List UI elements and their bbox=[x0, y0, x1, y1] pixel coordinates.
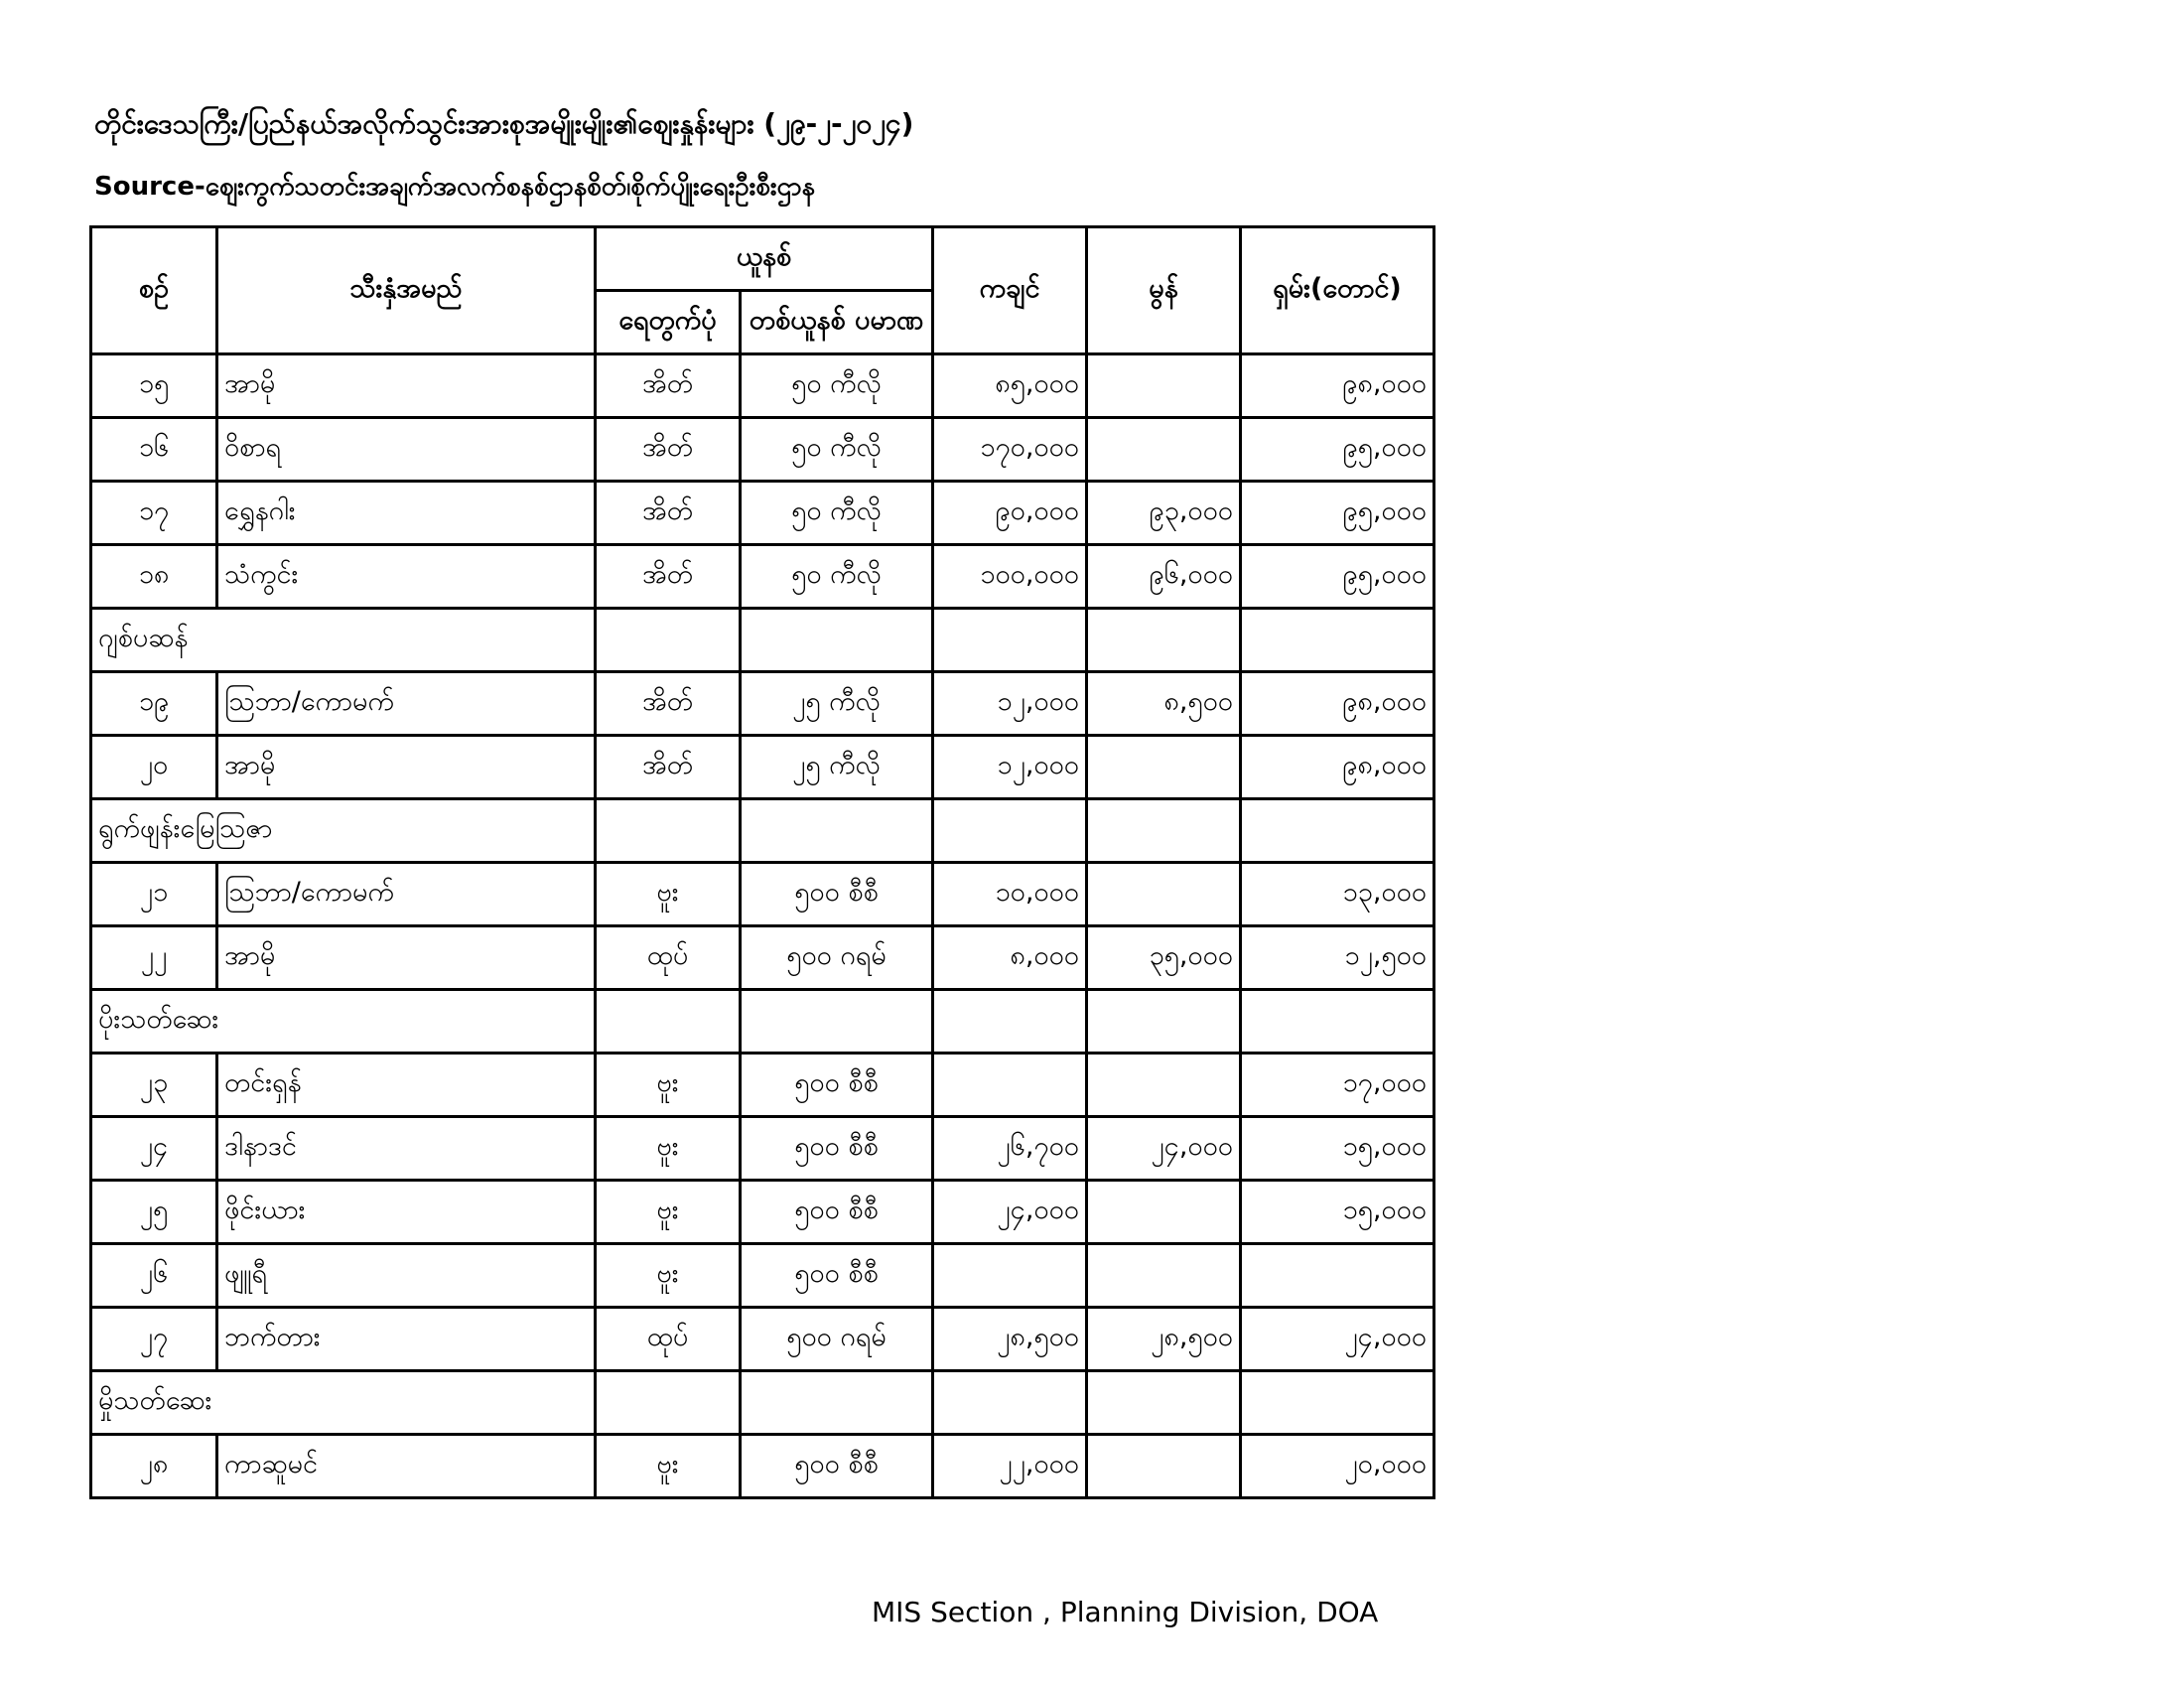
cell-no: ၂၂ bbox=[91, 926, 217, 990]
cell-no: ၂၅ bbox=[91, 1181, 217, 1244]
empty-cell bbox=[596, 609, 741, 672]
empty-cell bbox=[1087, 799, 1241, 863]
cell-amount: ၅၀၀ စီစီ bbox=[741, 1181, 933, 1244]
cell-no: ၂၇ bbox=[91, 1308, 217, 1371]
table-row bbox=[91, 1308, 1434, 1371]
cell-no: ၁၆ bbox=[91, 418, 217, 482]
cell-name: သံကွင်း bbox=[217, 545, 596, 609]
cell-shan: ၉၈,၀၀၀ bbox=[1241, 672, 1434, 736]
cell-no: ၂၆ bbox=[91, 1244, 217, 1308]
cell-kachin: ၂၈,၅၀၀ bbox=[933, 1308, 1087, 1371]
cell-no: ၁၇ bbox=[91, 482, 217, 545]
cell-mon bbox=[1087, 354, 1241, 418]
cell-mon: ၂၄,၀၀၀ bbox=[1087, 1117, 1241, 1181]
cell-mon: ၉၃,၀၀၀ bbox=[1087, 482, 1241, 545]
cell-kachin: ၁၀,၀၀၀ bbox=[933, 863, 1087, 926]
empty-cell bbox=[1241, 799, 1434, 863]
document-title: တိုင်းဒေသကြီး/ပြည်နယ်အလိုက်သွင်းအားစုအမျိုးမျိုး၏ဈေးနှုန်းများ (၂၉-၂-၂၀၂၄) bbox=[94, 107, 914, 140]
cell-no: ၂၀ bbox=[91, 736, 217, 799]
cell-kachin: ၂၄,၀၀၀ bbox=[933, 1181, 1087, 1244]
empty-cell bbox=[1087, 990, 1241, 1054]
cell-name: ကာဆူမင် bbox=[217, 1435, 596, 1498]
header-no: စဉ် bbox=[91, 227, 217, 354]
cell-mon bbox=[1087, 1435, 1241, 1498]
cell-kachin: ၁၂,၀၀၀ bbox=[933, 736, 1087, 799]
cell-kachin: ၈၅,၀၀၀ bbox=[933, 354, 1087, 418]
cell-mon: ၃၅,၀၀၀ bbox=[1087, 926, 1241, 990]
cell-shan: ၁၃,၀၀၀ bbox=[1241, 863, 1434, 926]
cell-mon bbox=[1087, 418, 1241, 482]
cell-name: အာမို bbox=[217, 926, 596, 990]
cell-kachin: ၁၇၀,၀၀၀ bbox=[933, 418, 1087, 482]
cell-kachin: ၂၆,၇၀၀ bbox=[933, 1117, 1087, 1181]
cell-mon bbox=[1087, 1054, 1241, 1117]
cell-shan: ၉၈,၀၀၀ bbox=[1241, 736, 1434, 799]
category-label: မှိုသတ်ဆေး bbox=[91, 1371, 596, 1435]
cell-no: ၁၈ bbox=[91, 545, 217, 609]
cell-amount: ၅၀ ကီလို bbox=[741, 545, 933, 609]
empty-cell bbox=[1087, 1371, 1241, 1435]
cell-amount: ၅၀၀ ဂရမ် bbox=[741, 926, 933, 990]
cell-amount: ၅၀၀ စီစီ bbox=[741, 1054, 933, 1117]
table-row bbox=[91, 1117, 1434, 1181]
cell-amount: ၅၀၀ စီစီ bbox=[741, 863, 933, 926]
cell-shan: ၂၄,၀၀၀ bbox=[1241, 1308, 1434, 1371]
cell-package: အိတ် bbox=[596, 354, 741, 418]
cell-shan: ၁၂,၅၀၀ bbox=[1241, 926, 1434, 990]
category-row bbox=[91, 799, 1434, 863]
cell-no: ၂၃ bbox=[91, 1054, 217, 1117]
category-label: ရွက်ဖျန်းမြေဩဇာ bbox=[91, 799, 596, 863]
cell-amount: ၅၀ ကီလို bbox=[741, 354, 933, 418]
cell-name: ဝိစာရ bbox=[217, 418, 596, 482]
cell-kachin: ၈,၀၀၀ bbox=[933, 926, 1087, 990]
cell-no: ၂၈ bbox=[91, 1435, 217, 1498]
cell-mon bbox=[1087, 1244, 1241, 1308]
cell-shan: ၁၇,၀၀၀ bbox=[1241, 1054, 1434, 1117]
cell-mon: ၂၈,၅၀၀ bbox=[1087, 1308, 1241, 1371]
empty-cell bbox=[1241, 609, 1434, 672]
cell-shan: ၁၅,၀၀၀ bbox=[1241, 1181, 1434, 1244]
cell-amount: ၅၀၀ စီစီ bbox=[741, 1117, 933, 1181]
cell-amount: ၅၀ ကီလို bbox=[741, 482, 933, 545]
cell-kachin bbox=[933, 1244, 1087, 1308]
header-shan: ရှမ်း(တောင်) bbox=[1241, 227, 1434, 354]
cell-name: တင်းရှန် bbox=[217, 1054, 596, 1117]
source-line: Source-ဈေးကွက်သတင်းအချက်အလက်စနစ်ဌာနစိတ်၊စိုက်ပျိုးရေးဦးစီးဌာန bbox=[94, 172, 816, 202]
header-name: သီးနှံအမည် bbox=[217, 227, 596, 354]
empty-cell bbox=[596, 990, 741, 1054]
cell-mon bbox=[1087, 1181, 1241, 1244]
cell-shan bbox=[1241, 1244, 1434, 1308]
empty-cell bbox=[741, 799, 933, 863]
cell-name: ဖိုင်းယား bbox=[217, 1181, 596, 1244]
cell-mon: ၈,၅၀၀ bbox=[1087, 672, 1241, 736]
cell-shan: ၁၅,၀၀၀ bbox=[1241, 1117, 1434, 1181]
table-row bbox=[91, 354, 1434, 418]
cell-name: အာမို bbox=[217, 736, 596, 799]
empty-cell bbox=[933, 1371, 1087, 1435]
cell-package: အိတ် bbox=[596, 672, 741, 736]
cell-shan: ၉၅,၀၀၀ bbox=[1241, 545, 1434, 609]
cell-amount: ၅၀၀ စီစီ bbox=[741, 1244, 933, 1308]
footer-credit: MIS Section , Planning Division, DOA bbox=[872, 1596, 1379, 1628]
cell-no: ၁၅ bbox=[91, 354, 217, 418]
category-row bbox=[91, 1371, 1434, 1435]
table-row bbox=[91, 1054, 1434, 1117]
cell-shan: ၂၀,၀၀၀ bbox=[1241, 1435, 1434, 1498]
cell-mon bbox=[1087, 863, 1241, 926]
empty-cell bbox=[933, 799, 1087, 863]
cell-no: ၂၁ bbox=[91, 863, 217, 926]
table-row bbox=[91, 545, 1434, 609]
cell-name: ဩဘာ/ကောမက် bbox=[217, 863, 596, 926]
empty-cell bbox=[741, 1371, 933, 1435]
table-row bbox=[91, 1181, 1434, 1244]
header-unit: ယူနစ် bbox=[596, 227, 933, 291]
empty-cell bbox=[596, 1371, 741, 1435]
cell-no: ၁၉ bbox=[91, 672, 217, 736]
category-label: ပိုးသတ်ဆေး bbox=[91, 990, 596, 1054]
empty-cell bbox=[596, 799, 741, 863]
cell-package: အိတ် bbox=[596, 418, 741, 482]
cell-package: အိတ် bbox=[596, 736, 741, 799]
empty-cell bbox=[933, 990, 1087, 1054]
cell-package: အိတ် bbox=[596, 482, 741, 545]
empty-cell bbox=[741, 990, 933, 1054]
cell-name: ဖျူရီ bbox=[217, 1244, 596, 1308]
price-table bbox=[89, 225, 1435, 1499]
table-row bbox=[91, 736, 1434, 799]
cell-kachin: ၂၂,၀၀၀ bbox=[933, 1435, 1087, 1498]
cell-name: ရွှေနဂါး bbox=[217, 482, 596, 545]
cell-package: ဗူး bbox=[596, 863, 741, 926]
empty-cell bbox=[1241, 1371, 1434, 1435]
table-row bbox=[91, 1244, 1434, 1308]
category-label: ဂျစ်ပဆန် bbox=[91, 609, 596, 672]
cell-package: ဗူး bbox=[596, 1117, 741, 1181]
cell-amount: ၅၀၀ စီစီ bbox=[741, 1435, 933, 1498]
cell-shan: ၉၅,၀၀၀ bbox=[1241, 418, 1434, 482]
cell-amount: ၅၀ ကီလို bbox=[741, 418, 933, 482]
empty-cell bbox=[741, 609, 933, 672]
table-row bbox=[91, 926, 1434, 990]
cell-kachin: ၁၂,၀၀၀ bbox=[933, 672, 1087, 736]
cell-amount: ၂၅ ကီလို bbox=[741, 672, 933, 736]
empty-cell bbox=[1241, 990, 1434, 1054]
cell-shan: ၉၅,၀၀၀ bbox=[1241, 482, 1434, 545]
cell-package: ဗူး bbox=[596, 1244, 741, 1308]
cell-name: ဘက်တား bbox=[217, 1308, 596, 1371]
table-row bbox=[91, 418, 1434, 482]
cell-name: ဩဘာ/ကောမက် bbox=[217, 672, 596, 736]
cell-no: ၂၄ bbox=[91, 1117, 217, 1181]
cell-package: ဗူး bbox=[596, 1054, 741, 1117]
header-mon: မွန် bbox=[1087, 227, 1241, 354]
cell-package: ဗူး bbox=[596, 1435, 741, 1498]
cell-amount: ၂၅ ကီလို bbox=[741, 736, 933, 799]
header-unit-amount: တစ်ယူနစ် ပမာဏ bbox=[741, 291, 933, 354]
cell-mon: ၉၆,၀၀၀ bbox=[1087, 545, 1241, 609]
cell-shan: ၉၈,၀၀၀ bbox=[1241, 354, 1434, 418]
cell-package: ထုပ် bbox=[596, 926, 741, 990]
cell-name: ဒါနာဒင် bbox=[217, 1117, 596, 1181]
cell-package: ထုပ် bbox=[596, 1308, 741, 1371]
table-row bbox=[91, 482, 1434, 545]
header-unit-package: ရေတွက်ပုံ bbox=[596, 291, 741, 354]
table-row bbox=[91, 863, 1434, 926]
empty-cell bbox=[933, 609, 1087, 672]
cell-package: ဗူး bbox=[596, 1181, 741, 1244]
empty-cell bbox=[1087, 609, 1241, 672]
cell-kachin: ၁၀၀,၀၀၀ bbox=[933, 545, 1087, 609]
table-row bbox=[91, 672, 1434, 736]
cell-name: အာမို bbox=[217, 354, 596, 418]
header-kachin: ကချင် bbox=[933, 227, 1087, 354]
category-row bbox=[91, 990, 1434, 1054]
cell-amount: ၅၀၀ ဂရမ် bbox=[741, 1308, 933, 1371]
table-row bbox=[91, 1435, 1434, 1498]
cell-package: အိတ် bbox=[596, 545, 741, 609]
cell-kachin bbox=[933, 1054, 1087, 1117]
cell-kachin: ၉၀,၀၀၀ bbox=[933, 482, 1087, 545]
cell-mon bbox=[1087, 736, 1241, 799]
table-body bbox=[91, 354, 1434, 1498]
category-row bbox=[91, 609, 1434, 672]
